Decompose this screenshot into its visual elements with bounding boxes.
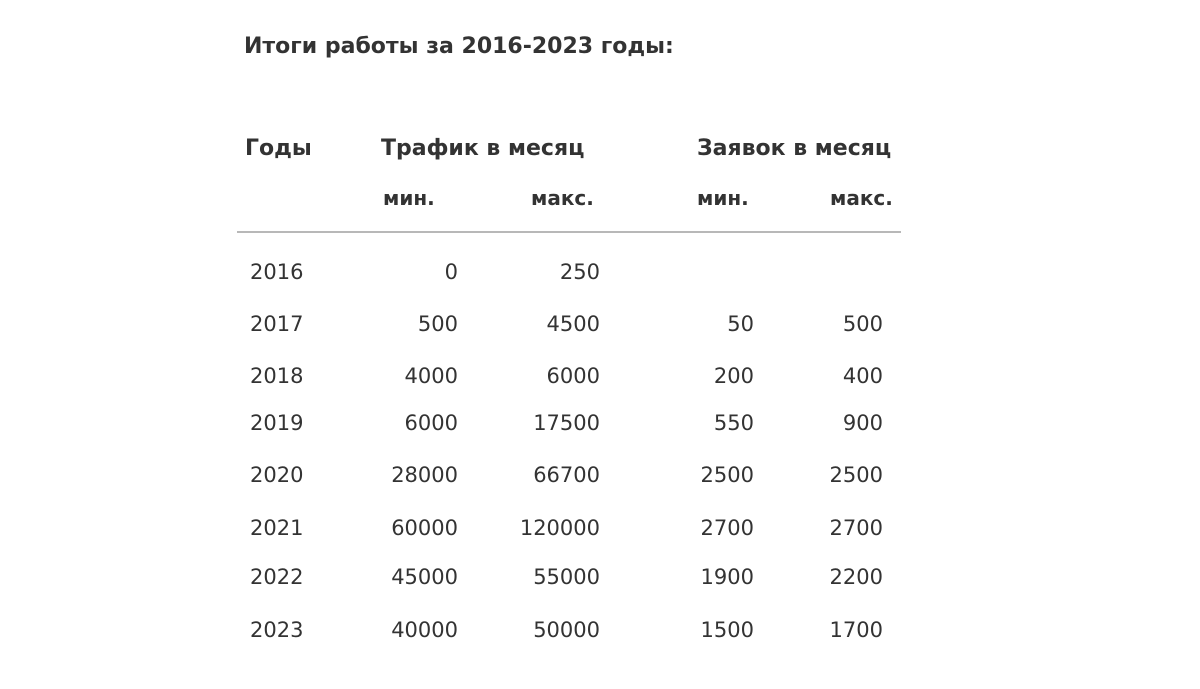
cell-traffic-max: 4500 — [546, 312, 600, 336]
table-row — [0, 260, 1200, 300]
header-years: Годы — [245, 136, 312, 161]
cell-leads-min: 200 — [713, 364, 754, 388]
cell-traffic-min: 45000 — [391, 565, 458, 589]
cell-year: 2016 — [250, 260, 304, 284]
cell-leads-min: 2500 — [700, 463, 754, 487]
cell-traffic-max: 250 — [559, 260, 600, 284]
subheader-traffic-max: макс. — [531, 186, 594, 210]
cell-leads-max: 2200 — [829, 565, 883, 589]
subheader-traffic-min: мин. — [383, 186, 435, 210]
cell-leads-min: 50 — [727, 312, 754, 336]
cell-year: 2022 — [250, 565, 304, 589]
header-traffic: Трафик в месяц — [381, 136, 585, 161]
cell-traffic-max: 66700 — [533, 463, 600, 487]
cell-leads-max: 400 — [842, 364, 883, 388]
table-row — [0, 516, 1200, 556]
header-divider — [237, 231, 901, 233]
cell-year: 2017 — [250, 312, 304, 336]
subheader-leads-min: мин. — [697, 186, 749, 210]
subheader-leads-max: макс. — [830, 186, 893, 210]
cell-year: 2021 — [250, 516, 304, 540]
cell-traffic-max: 50000 — [533, 618, 600, 642]
table-row — [0, 411, 1200, 451]
cell-traffic-min: 0 — [444, 260, 458, 284]
table-row — [0, 618, 1200, 658]
cell-leads-max: 900 — [842, 411, 883, 435]
cell-traffic-max: 55000 — [533, 565, 600, 589]
header-leads: Заявок в месяц — [697, 136, 892, 161]
table-row — [0, 565, 1200, 605]
cell-traffic-min: 4000 — [404, 364, 458, 388]
cell-leads-max: 1700 — [829, 618, 883, 642]
table-row — [0, 463, 1200, 503]
cell-leads-min: 550 — [713, 411, 754, 435]
cell-traffic-min: 28000 — [391, 463, 458, 487]
cell-leads-min: 2700 — [700, 516, 754, 540]
table-row — [0, 312, 1200, 352]
cell-leads-min: 1500 — [700, 618, 754, 642]
cell-traffic-min: 40000 — [391, 618, 458, 642]
table-row — [0, 364, 1200, 404]
cell-traffic-max: 6000 — [546, 364, 600, 388]
cell-traffic-max: 17500 — [533, 411, 600, 435]
cell-leads-max: 2700 — [829, 516, 883, 540]
cell-traffic-min: 60000 — [391, 516, 458, 540]
cell-year: 2020 — [250, 463, 304, 487]
cell-traffic-min: 500 — [417, 312, 458, 336]
cell-year: 2018 — [250, 364, 304, 388]
cell-traffic-min: 6000 — [404, 411, 458, 435]
cell-leads-min: 1900 — [700, 565, 754, 589]
page-title: Итоги работы за 2016-2023 годы: — [244, 34, 674, 59]
cell-leads-max: 2500 — [829, 463, 883, 487]
cell-year: 2023 — [250, 618, 304, 642]
cell-traffic-max: 120000 — [519, 516, 600, 540]
cell-year: 2019 — [250, 411, 304, 435]
cell-leads-max: 500 — [842, 312, 883, 336]
